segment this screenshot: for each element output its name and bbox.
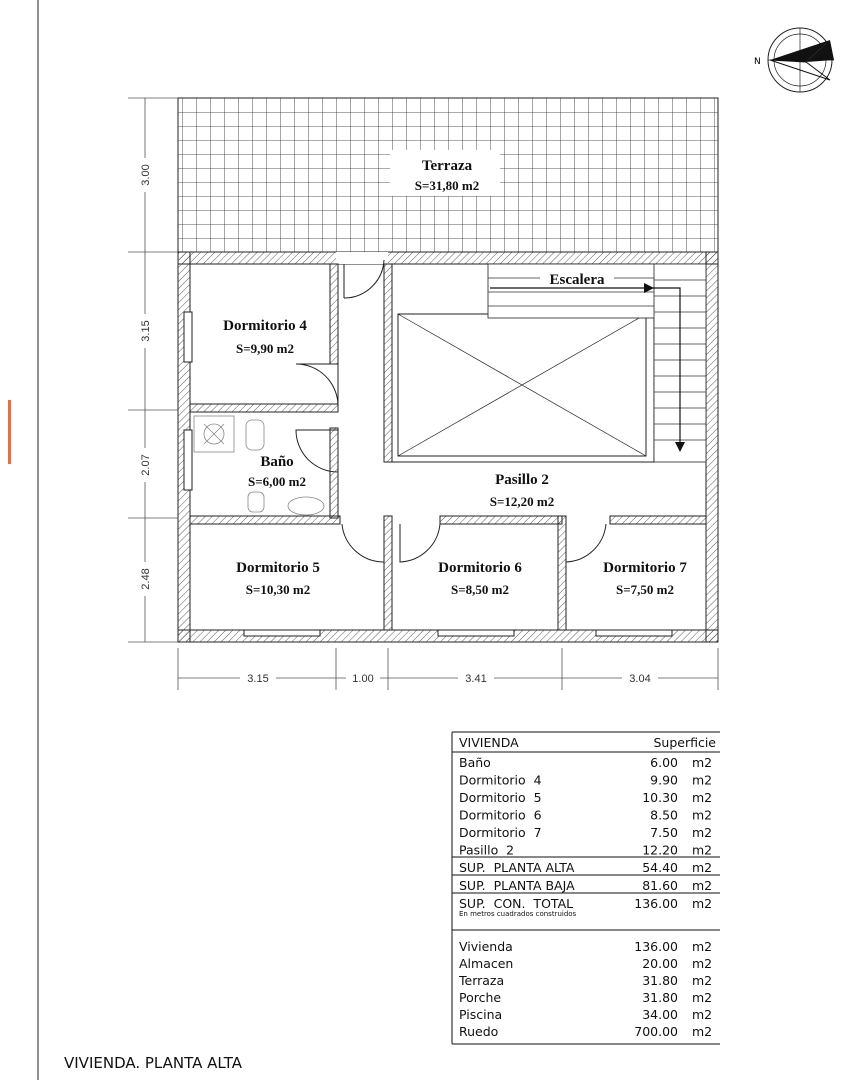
table-summary-unit: m2 <box>692 956 713 971</box>
table-total-unit: m2 <box>692 878 713 893</box>
table-room-unit: m2 <box>692 825 713 840</box>
room-name-dormitorio4: Dormitorio 4 <box>223 318 307 334</box>
table-summary-name: Porche <box>459 990 502 1005</box>
plan-title: VIVIENDA. PLANTA ALTA <box>64 1054 242 1072</box>
table-summary-unit: m2 <box>692 973 713 988</box>
dim-v-3: 2.07 <box>140 454 152 476</box>
table-total-value: 54.40 <box>642 860 678 875</box>
table-room-name: Baño <box>459 755 491 770</box>
table-room-unit: m2 <box>692 842 713 858</box>
room-name-dormitorio6: Dormitorio 6 <box>438 560 522 576</box>
room-area-dormitorio6: S=8,50 m2 <box>451 582 509 597</box>
table-total-name: SUP. PLANTA ALTA <box>459 860 575 875</box>
table-summary-value: 136.00 <box>634 939 678 954</box>
table-room-value: 9.90 <box>650 772 678 788</box>
bathroom-fixtures <box>194 416 324 515</box>
table-room-unit: m2 <box>692 790 713 805</box>
room-area-dormitorio4: S=9,90 m2 <box>236 341 294 356</box>
dim-h-2: 1.00 <box>352 673 374 685</box>
room-area-terraza: S=31,80 m2 <box>414 178 480 193</box>
dim-h-3: 3.41 <box>465 673 487 685</box>
table-summary-value: 700.00 <box>634 1024 678 1039</box>
room-name-dormitorio7: Dormitorio 7 <box>603 560 687 576</box>
dim-v-1: 3.00 <box>140 164 152 186</box>
table-note: En metros cuadrados construidos <box>459 910 577 918</box>
table-room-name: Dormitorio 7 <box>459 825 542 840</box>
table-summary-unit: m2 <box>692 1024 713 1039</box>
room-name-dormitorio5: Dormitorio 5 <box>236 560 320 576</box>
table-room-unit: m2 <box>692 807 713 823</box>
table-room-unit: m2 <box>692 755 713 770</box>
table-total-unit: m2 <box>692 860 713 875</box>
room-area-bano: S=6,00 m2 <box>248 474 306 489</box>
vertical-dimensions <box>128 98 178 642</box>
door-gap <box>336 252 388 264</box>
table-room-name: Dormitorio 5 <box>459 790 542 805</box>
table-summary-name: Terraza <box>459 973 505 988</box>
table-summary-name: Vivienda <box>459 939 513 954</box>
table-total-value: 81.60 <box>642 878 678 893</box>
table-summary-unit: m2 <box>692 990 713 1005</box>
room-area-pasillo2: S=12,20 m2 <box>489 494 555 509</box>
compass-n-label: N <box>754 57 761 67</box>
table-summary-value: 31.80 <box>642 990 678 1005</box>
table-summary-value: 34.00 <box>642 1007 678 1022</box>
room-name-terraza: Terraza <box>421 158 473 174</box>
table-summary-unit: m2 <box>692 1007 713 1022</box>
table-total-name: SUP. CON. TOTAL <box>459 896 574 911</box>
room-area-dormitorio7: S=7,50 m2 <box>616 582 674 597</box>
table-total-unit: m2 <box>692 896 713 911</box>
dim-v-2: 3.15 <box>140 320 152 342</box>
room-name-bano: Baño <box>260 454 294 470</box>
surface-table <box>452 732 720 1044</box>
table-room-value: 10.30 <box>642 790 678 805</box>
table-header-left: VIVIENDA <box>459 735 519 750</box>
stair-steps <box>488 264 706 462</box>
table-summary-value: 31.80 <box>642 973 678 988</box>
table-room-value: 7.50 <box>650 825 678 840</box>
room-name-escalera: Escalera <box>549 272 605 288</box>
table-summary-name: Piscina <box>459 1007 503 1022</box>
table-room-value: 6.00 <box>650 755 678 770</box>
table-total-name: SUP. PLANTA BAJA <box>459 878 575 893</box>
table-room-value: 8.50 <box>650 807 678 823</box>
table-summary-value: 20.00 <box>642 956 678 971</box>
table-summary-unit: m2 <box>692 939 713 954</box>
room-name-pasillo2: Pasillo 2 <box>495 472 549 488</box>
north-compass-icon <box>754 28 834 92</box>
accent-mark <box>8 400 11 464</box>
table-room-unit: m2 <box>692 772 713 788</box>
dim-v-4: 2.48 <box>140 568 152 590</box>
table-total-value: 136.00 <box>634 896 678 911</box>
dim-h-1: 3.15 <box>247 673 269 685</box>
table-room-name: Pasillo 2 <box>459 842 515 858</box>
room-area-dormitorio5: S=10,30 m2 <box>245 582 311 597</box>
table-room-name: Dormitorio 4 <box>459 772 542 788</box>
table-summary-name: Ruedo <box>459 1024 499 1039</box>
table-room-value: 12.20 <box>642 842 678 858</box>
table-header-right: Superficie <box>653 735 716 750</box>
dim-h-4: 3.04 <box>629 673 651 685</box>
table-summary-name: Almacen <box>459 956 514 971</box>
table-room-name: Dormitorio 6 <box>459 807 542 823</box>
